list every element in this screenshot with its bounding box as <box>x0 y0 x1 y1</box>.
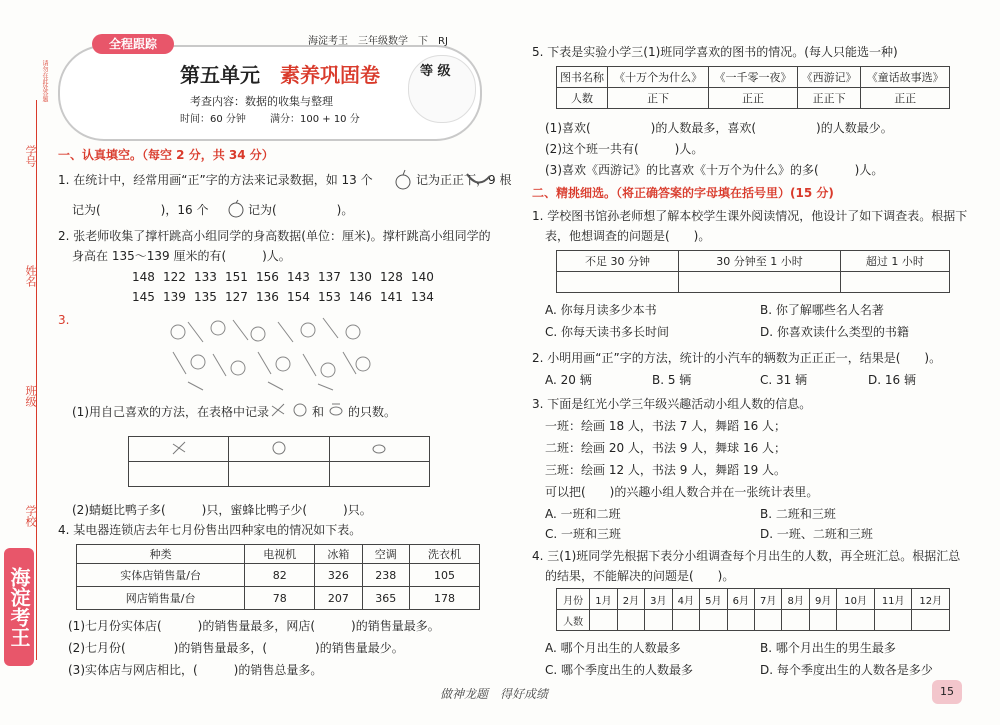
answer-cell[interactable] <box>840 272 949 293</box>
s2-q3-line-4: 可以把( )的兴趣小组人数合并在一张统计表里。 <box>545 485 819 499</box>
s1-q5-sub3: (3)喜欢《西游记》的比喜欢《十万个为什么》的多( )人。 <box>545 163 884 177</box>
table-header-cell: 空调 <box>362 545 409 564</box>
height-value: 145 <box>132 290 155 304</box>
dragonfly-icon <box>170 439 188 457</box>
s2-q4-text-a: 4. 三(1)班同学先根据下表分小组调查每个月出生的人数，再全班汇总。根据汇总 <box>532 549 961 563</box>
s1-q3-sub2: (2)蜻蜓比鸭子多( )只，蜜蜂比鸭子少( )只。 <box>72 503 372 517</box>
s2-q2-option-d: D. 16 辆 <box>868 373 916 387</box>
time-text: 时间：60 分钟 <box>180 114 246 125</box>
height-value: 137 <box>318 270 341 284</box>
answer-cell[interactable] <box>557 272 679 293</box>
margin-side-note: 请勿在此处答题 <box>41 60 48 102</box>
table-header-cell: 电视机 <box>245 545 315 564</box>
s2-q4-option-a: A. 哪个月出生的人数最多 <box>545 641 681 655</box>
table-cell: 238 <box>362 564 409 587</box>
answer-cell[interactable] <box>329 462 429 487</box>
s2-q1-text-a: 1. 学校图书馆孙老师想了解本校学生课外阅读情况，他设计了如下调查表。根据下 <box>532 209 968 223</box>
pear-icon <box>392 168 414 190</box>
s2-q1-table <box>556 250 950 293</box>
answer-cell[interactable] <box>617 610 644 631</box>
s2-q1-option-a: A. 你每月读多少本书 <box>545 303 657 317</box>
bee-icon <box>370 439 388 457</box>
margin-binding-line <box>36 100 37 660</box>
s1-q4-sub2: (2)七月份( )的销售量最多，( )的销售量最少。 <box>68 641 404 655</box>
height-value: 134 <box>411 290 434 304</box>
s2-q3-option-a: A. 一班和二班 <box>545 507 621 521</box>
table-row-label: 人数 <box>557 610 590 631</box>
s1-q3-table <box>128 436 430 487</box>
table-cell: 326 <box>315 564 362 587</box>
answer-cell[interactable] <box>700 610 727 631</box>
table-row-label: 月份 <box>557 589 590 610</box>
answer-cell[interactable] <box>672 610 699 631</box>
duck-icon <box>290 400 310 420</box>
table-cell: 365 <box>362 587 409 610</box>
s1-q2-text-a: 2. 张老师收集了撑杆跳高小组同学的身高数据(单位：厘米)。撑杆跳高小组同学的 <box>58 229 491 243</box>
tally-cell: 正下 <box>608 88 709 109</box>
table-header-cell: 《十万个为什么》 <box>608 67 709 88</box>
score-text: 满分：100 + 10 分 <box>270 114 360 125</box>
s1-q3-sub1-c: 的只数。 <box>348 405 397 419</box>
tally-cell: 正正 <box>709 88 798 109</box>
answer-cell[interactable] <box>874 610 912 631</box>
table-header-cell: 《童话故事选》 <box>861 67 950 88</box>
height-value: 136 <box>256 290 279 304</box>
answer-cell[interactable] <box>727 610 754 631</box>
answer-cell[interactable] <box>129 462 229 487</box>
s2-q3-line-3: 三班：绘画 12 人，书法 9 人，舞蹈 19 人。 <box>545 463 787 477</box>
month-header-cell: 9月 <box>809 589 836 610</box>
s2-q3-option-b: B. 二班和三班 <box>760 507 836 521</box>
series-label: 海淀考王 三年级数学 下 RJ <box>308 36 448 47</box>
table-row-label: 实体店销售量/台 <box>77 564 245 587</box>
table-header-cell: 图书名称 <box>557 67 608 88</box>
table-header-cell: 《一千零一夜》 <box>709 67 798 88</box>
height-value: 143 <box>287 270 310 284</box>
height-value: 146 <box>349 290 372 304</box>
badge: 全程跟踪 <box>92 34 174 54</box>
height-value: 154 <box>287 290 310 304</box>
answer-cell[interactable] <box>679 272 841 293</box>
tally-cell: 正正下 <box>797 88 861 109</box>
s1-q2-text-b: 身高在 135～139 厘米的有( )人。 <box>72 249 291 263</box>
answer-cell[interactable] <box>645 610 672 631</box>
s2-q2-text: 2. 小明用画“正”字的方法，统计的小汽车的辆数为正正正一，结果是( )。 <box>532 351 942 365</box>
s1-q3-head-dragonfly <box>129 437 229 462</box>
height-value: 156 <box>256 270 279 284</box>
s1-q4-text: 4. 某电器连锁店去年七月份售出四种家电的情况如下表。 <box>58 523 362 537</box>
s1-q4-table <box>76 544 480 610</box>
s1-q4-sub3: (3)实体店与网店相比，( )的销售总量多。 <box>68 663 323 677</box>
month-header-cell: 7月 <box>755 589 782 610</box>
table-cell: 78 <box>245 587 315 610</box>
table-header-cell: 种类 <box>77 545 245 564</box>
answer-cell[interactable] <box>809 610 836 631</box>
paper-title: 素养巩固卷 <box>280 63 380 87</box>
month-header-cell: 6月 <box>727 589 754 610</box>
height-value: 153 <box>318 290 341 304</box>
duck-icon <box>270 439 288 457</box>
scope-text: 考查内容：数据的收集与整理 <box>190 95 333 108</box>
s1-q1-text-c: 记为( )，16 个 <box>72 203 209 217</box>
s2-q4-option-b: B. 哪个月出生的男生最多 <box>760 641 896 655</box>
table-header-cell: 不足 30 分钟 <box>557 251 679 272</box>
bee-icon <box>326 400 346 420</box>
answer-cell[interactable] <box>837 610 875 631</box>
s2-q2-option-b: B. 5 辆 <box>652 373 692 387</box>
height-value: 128 <box>380 270 403 284</box>
height-value: 141 <box>380 290 403 304</box>
grade-label: 等 级 <box>420 64 451 79</box>
month-header-cell: 1月 <box>590 589 617 610</box>
answer-cell[interactable] <box>755 610 782 631</box>
s1-q3-sub1-b: 和 <box>312 405 325 419</box>
table-cell: 105 <box>409 564 479 587</box>
apple-icon <box>226 199 246 219</box>
table-cell: 82 <box>245 564 315 587</box>
margin-student-no-label: 学号 <box>24 145 37 167</box>
s1-q1-text-a: 1. 在统计中，经常用画“正”字的方法来记录数据，如 13 个 <box>58 173 373 187</box>
s2-q1-option-b: B. 你了解哪些名人名著 <box>760 303 884 317</box>
table-header-cell: 冰箱 <box>315 545 362 564</box>
s1-q1-text-d: 记为( )。 <box>248 203 354 217</box>
answer-cell[interactable] <box>912 610 950 631</box>
month-header-cell: 5月 <box>700 589 727 610</box>
height-value: 130 <box>349 270 372 284</box>
s2-q3-option-c: C. 一班和三班 <box>545 527 622 541</box>
s2-q4-option-d: D. 每个季度出生的人数各是多少 <box>760 663 933 677</box>
table-header-cell: 洗衣机 <box>409 545 479 564</box>
s2-q4-table <box>556 588 950 631</box>
unit-title: 第五单元 <box>180 63 260 87</box>
height-value: 133 <box>194 270 217 284</box>
height-value: 148 <box>132 270 155 284</box>
month-header-cell: 12月 <box>912 589 950 610</box>
table-header-cell: 《西游记》 <box>797 67 861 88</box>
month-header-cell: 3月 <box>645 589 672 610</box>
height-value: 122 <box>163 270 186 284</box>
table-cell: 178 <box>409 587 479 610</box>
brand-logo: 海淀考王 <box>4 548 34 666</box>
s2-q4-text-b: 的结果，不能解决的问题是( )。 <box>545 569 735 583</box>
s2-q4-option-c: C. 哪个季度出生的人数最多 <box>545 663 694 677</box>
s1-q3-sub1-a: (1)用自己喜欢的方法，在表格中记录 <box>72 405 269 419</box>
footer-motto: 做神龙题 得好成绩 <box>440 687 549 701</box>
margin-name-label: 姓名 <box>24 265 37 287</box>
height-value: 127 <box>225 290 248 304</box>
table-header-cell: 30 分钟至 1 小时 <box>679 251 841 272</box>
height-value: 135 <box>194 290 217 304</box>
margin-class-label: 班级 <box>24 385 37 407</box>
s2-q2-option-a: A. 20 辆 <box>545 373 592 387</box>
s1-q3-head-duck <box>229 437 329 462</box>
s2-q3-line-2: 二班：绘画 20 人，书法 9 人，舞球 16 人； <box>545 441 787 455</box>
tally-cell: 正正 <box>861 88 950 109</box>
month-header-cell: 11月 <box>874 589 912 610</box>
s2-q1-option-d: D. 你喜欢读什么类型的书籍 <box>760 325 909 339</box>
s2-q2-option-c: C. 31 辆 <box>760 373 808 387</box>
s1-q3-head-bee <box>329 437 429 462</box>
height-value: 140 <box>411 270 434 284</box>
table-header-cell: 超过 1 小时 <box>840 251 949 272</box>
margin-school-label: 学校 <box>24 505 37 527</box>
answer-cell[interactable] <box>782 610 809 631</box>
height-value: 151 <box>225 270 248 284</box>
s1-q5-table <box>556 66 950 109</box>
s1-q4-sub1: (1)七月份实体店( )的销售量最多，网店( )的销售量最多。 <box>68 619 440 633</box>
table-row-label: 人数 <box>557 88 608 109</box>
s2-q1-text-b: 表，他想调查的问题是( )。 <box>545 229 711 243</box>
s1-q5-sub1: (1)喜欢( )的人数最多，喜欢( )的人数最少。 <box>545 121 893 135</box>
month-header-cell: 4月 <box>672 589 699 610</box>
s2-q3-line-1: 一班：绘画 18 人，书法 7 人，舞蹈 16 人； <box>545 419 787 433</box>
page-number: 15 <box>932 680 962 704</box>
banana-icon <box>464 168 492 190</box>
s1-q5-sub2: (2)这个班一共有( )人。 <box>545 142 704 156</box>
month-header-cell: 8月 <box>782 589 809 610</box>
s2-q3-text: 3. 下面是红光小学三年级兴趣活动小组人数的信息。 <box>532 397 812 411</box>
table-row-label: 网店销售量/台 <box>77 587 245 610</box>
section1-heading: 一、认真填空。（每空 2 分，共 34 分） <box>58 148 274 162</box>
answer-cell[interactable] <box>590 610 617 631</box>
s1-q5-text: 5. 下表是实验小学三(1)班同学喜欢的图书的情况。(每人只能选一种) <box>532 45 898 59</box>
height-value: 139 <box>163 290 186 304</box>
s2-q3-option-d: D. 一班、二班和三班 <box>760 527 873 541</box>
section2-heading: 二、精挑细选。（将正确答案的字母填在括号里）(15 分) <box>532 186 834 200</box>
month-header-cell: 2月 <box>617 589 644 610</box>
s2-q1-option-c: C. 你每天读书多长时间 <box>545 325 670 339</box>
month-header-cell: 10月 <box>837 589 875 610</box>
dragonfly-icon <box>268 400 288 420</box>
s1-q3-number: 3. <box>58 313 70 327</box>
s1-q1-text-b: 记为正正下，9 根 <box>416 173 512 187</box>
answer-cell[interactable] <box>229 462 329 487</box>
animals-picture <box>158 312 378 392</box>
table-cell: 207 <box>315 587 362 610</box>
